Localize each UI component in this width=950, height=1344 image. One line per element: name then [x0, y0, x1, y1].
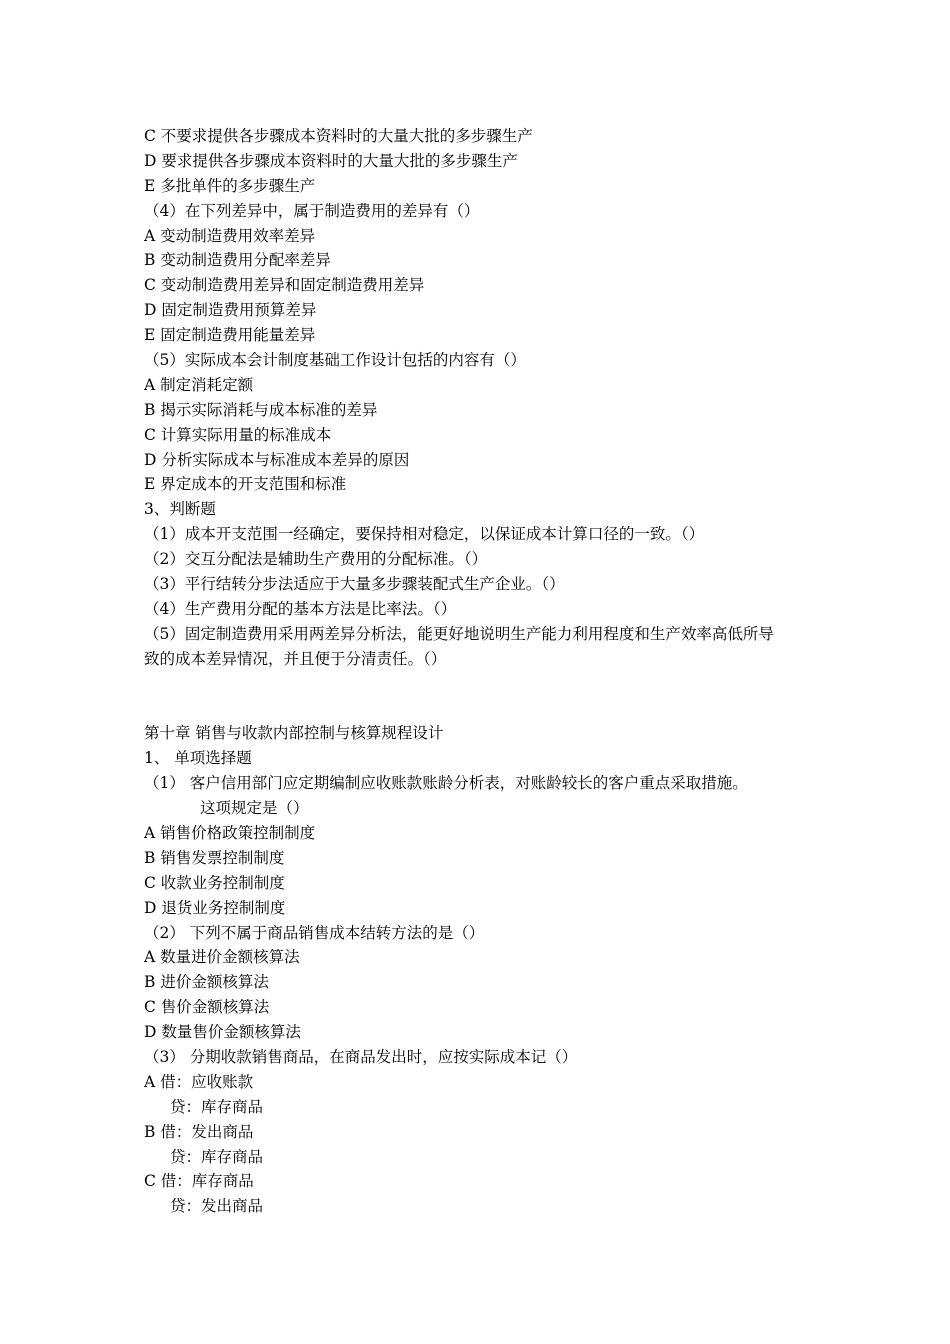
option-c-credit: 贷：发出商品 [170, 1197, 264, 1216]
option-a-credit: 贷：库存商品 [170, 1097, 264, 1116]
option-b-credit: 贷：库存商品 [170, 1147, 264, 1166]
option-line: B 变动制造费用分配率差异 [144, 251, 331, 270]
question-2: （2） 下列不属于商品销售成本结转方法的是（） [144, 923, 485, 942]
text-line: D 要求提供各步骤成本资料时的大量大批的多步骤生产 [144, 151, 518, 170]
option-line: E 界定成本的开支范围和标准 [144, 475, 347, 494]
true-false-item-3: （3）平行结转分步法适应于大量多步骤装配式生产企业。（） [144, 575, 565, 594]
option-b-debit: B 借：发出商品 [144, 1122, 254, 1141]
question-1-line-1: （1） 客户信用部门应定期编制应收账款账龄分析表，对账龄较长的客户重点采取措施。 [144, 774, 748, 793]
blank-space [144, 672, 812, 722]
true-false-item-4: （4）生产费用分配的基本方法是比率法。（） [144, 599, 457, 618]
question-4: （4）在下列差异中，属于制造费用的差异有（） [144, 201, 480, 220]
option-line: B 销售发票控制制度 [144, 848, 285, 867]
option-a-debit: A 借：应收账款 [144, 1072, 254, 1091]
section-heading-true-false: 3、判断题 [144, 500, 216, 519]
option-line: A 变动制造费用效率差异 [144, 226, 316, 245]
option-line: C 计算实际用量的标准成本 [144, 425, 332, 444]
option-line: D 分析实际成本与标准成本差异的原因 [144, 450, 410, 469]
true-false-item-1: （1）成本开支范围一经确定，要保持相对稳定，以保证成本计算口径的一致。（） [144, 525, 705, 544]
true-false-item-2: （2）交互分配法是辅助生产费用的分配标准。（） [144, 550, 488, 569]
question-5: （5）实际成本会计制度基础工作设计包括的内容有（） [144, 351, 526, 370]
true-false-item-5-line-2: 致的成本差异情况，并且便于分清责任。（） [144, 649, 447, 668]
option-line: D 退货业务控制制度 [144, 898, 286, 917]
option-line: D 数量售价金额核算法 [144, 1023, 301, 1042]
option-line: E 固定制造费用能量差异 [144, 326, 316, 345]
option-line: D 固定制造费用预算差异 [144, 301, 317, 320]
option-line: B 进价金额核算法 [144, 973, 269, 992]
option-line: A 销售价格政策控制制度 [144, 823, 316, 842]
text-line: E 多批单件的多步骤生产 [144, 176, 316, 195]
option-c-debit: C 借：库存商品 [144, 1172, 254, 1191]
chapter-title: 第十章 销售与收款内部控制与核算规程设计 [144, 724, 444, 743]
option-line: B 揭示实际消耗与成本标准的差异 [144, 400, 378, 419]
question-1-line-2: 这项规定是（） [200, 799, 309, 818]
option-line: A 制定消耗定额 [144, 375, 254, 394]
true-false-item-5-line-1: （5）固定制造费用采用两差异分析法，能更好地说明生产能力利用程度和生产效率高低所导 [144, 624, 774, 643]
option-line: C 售价金额核算法 [144, 998, 270, 1017]
text-line: C 不要求提供各步骤成本资料时的大量大批的多步骤生产 [144, 127, 533, 145]
option-line: C 变动制造费用差异和固定制造费用差异 [144, 276, 425, 295]
document-body [144, 124, 812, 1219]
option-line: C 收款业务控制制度 [144, 873, 285, 892]
option-line: A 数量进价金额核算法 [144, 948, 300, 967]
section-heading-single-choice: 1、 单项选择题 [144, 749, 252, 768]
question-3: （3） 分期收款销售商品，在商品发出时，应按实际成本记（） [144, 1047, 578, 1066]
